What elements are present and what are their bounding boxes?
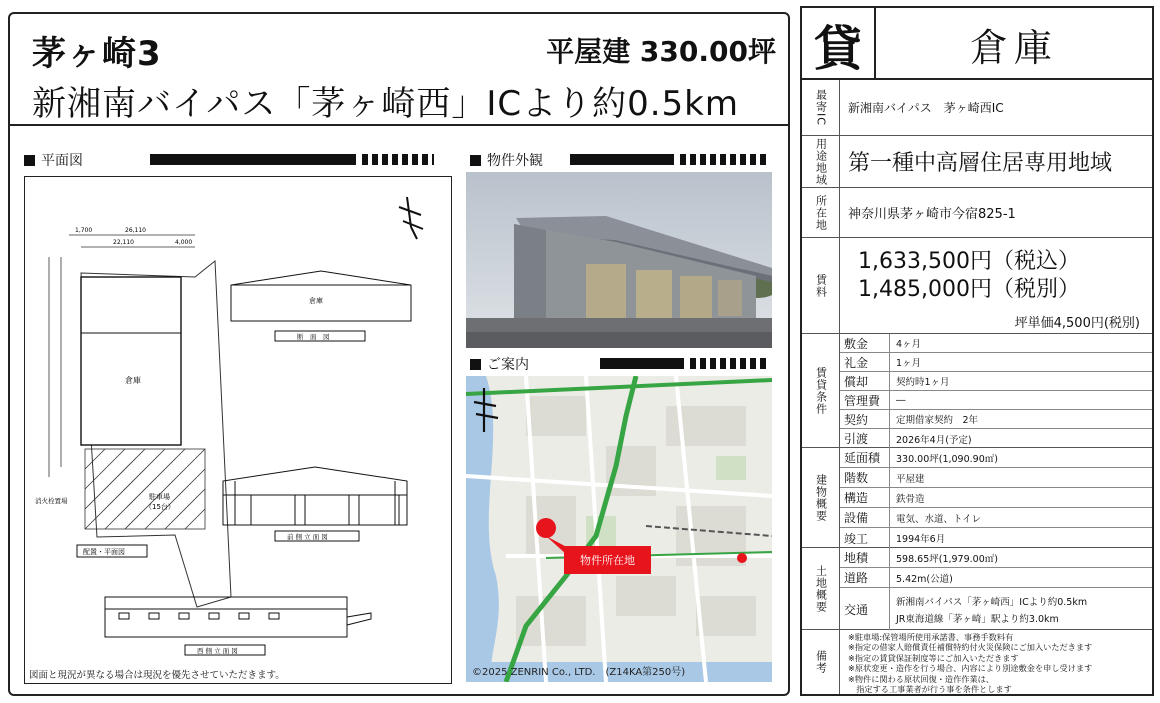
map-svg xyxy=(466,376,772,682)
plan-section-title: 平面図 xyxy=(41,153,83,169)
lease-item xyxy=(840,410,1152,429)
zoning-label: 用途地域 xyxy=(802,136,840,187)
svg-text:1,700: 1,700 xyxy=(75,227,93,234)
lease-item xyxy=(840,372,1152,391)
svg-text:26,110: 26,110 xyxy=(125,227,146,234)
rent-excl-tax: 1,485,000円（税別） xyxy=(858,277,1080,302)
remarks-label: 備考 xyxy=(802,630,840,694)
section-bar xyxy=(150,154,356,165)
remark-line: ※駐車場:保管場所使用承諾書、事務手数料有 xyxy=(848,632,1014,642)
location-tag: 物件所在地 xyxy=(564,546,651,574)
row-address xyxy=(802,188,1152,238)
building-value: 平屋建 xyxy=(896,473,925,485)
lease-key: 契約 xyxy=(840,410,890,428)
map-copyright: ©2025 ZENRIN Co., LTD. (Z14KA第250号) xyxy=(472,667,686,678)
building-value: 1994年6月 xyxy=(896,534,946,545)
lease-key: 敷金 xyxy=(840,334,890,352)
rent-incl-tax: 1,633,500円（税込） xyxy=(858,249,1080,274)
building-item xyxy=(840,468,1152,488)
property-flyer xyxy=(8,12,790,696)
land-key: 道路 xyxy=(840,568,890,587)
building-key: 設備 xyxy=(840,508,890,527)
front-view-caption: 前 側 立 面 図 xyxy=(287,533,328,541)
building-key: 延面積 xyxy=(840,448,890,467)
map-section-title: ご案内 xyxy=(487,357,529,373)
lease-key: 礼金 xyxy=(840,353,890,371)
building-value: 330.00坪(1,090.90㎡) xyxy=(896,453,998,465)
lease-value: 1ヶ月 xyxy=(896,358,922,369)
building-item xyxy=(840,508,1152,528)
square-bullet-icon xyxy=(470,359,481,370)
location-pin-icon xyxy=(536,518,556,538)
building-item xyxy=(840,528,1152,548)
exterior-photo xyxy=(466,172,772,348)
section-bar xyxy=(570,154,674,165)
transport-item xyxy=(840,588,1152,630)
property-spec-sheet xyxy=(800,6,1154,696)
section-bar xyxy=(600,358,684,369)
rent-label: 賃料 xyxy=(802,238,840,333)
parking-label: 駐車場 xyxy=(149,493,170,501)
row-zoning xyxy=(802,136,1152,188)
row-rent xyxy=(802,238,1152,334)
lease-value: 契約時1ヶ月 xyxy=(896,377,950,388)
land-value: 5.42m(公道) xyxy=(896,573,953,585)
building-item xyxy=(840,488,1152,508)
square-bullet-icon xyxy=(470,155,481,166)
plan-disclaimer: 図面と現況が異なる場合は現況を優先させていただきます。 xyxy=(29,670,285,681)
site-plan-caption: 配置・平面図 xyxy=(83,548,125,556)
lease-item xyxy=(840,334,1152,353)
photo-section-label xyxy=(470,150,543,170)
section-warehouse-label: 倉庫 xyxy=(309,297,323,305)
map-section-label xyxy=(470,354,529,374)
unit-price: 坪単価4,500円(税別) xyxy=(1014,316,1140,331)
transport-key: 交通 xyxy=(840,588,890,630)
remarks-body xyxy=(840,630,1152,694)
flyer-header xyxy=(10,14,788,124)
building-value: 鉄骨造 xyxy=(896,493,925,505)
floor-plan-svg xyxy=(25,177,451,667)
property-name: 茅ヶ崎3 xyxy=(32,34,162,74)
photo-section-title: 物件外観 xyxy=(487,153,543,169)
side-view-caption: 西 側 立 面 図 xyxy=(197,647,238,655)
section-bar-dashed xyxy=(690,358,768,369)
remark-line: ※指定の賃貸保証制度等にご加入いただきます xyxy=(848,652,1019,663)
lease-value: 2026年4月(予定) xyxy=(896,434,972,446)
lease-key: 引渡 xyxy=(840,429,890,448)
fire-hydrant-label: 消火栓置場 xyxy=(35,497,68,505)
header-divider xyxy=(10,124,788,126)
remark-line: 指定する工事業者が行う事を条件とします xyxy=(848,684,1012,695)
lease-value: 4ヶ月 xyxy=(896,339,922,350)
floor-plan-drawing xyxy=(24,176,452,684)
parking-count: （15台） xyxy=(145,503,175,511)
warehouse-label: 倉庫 xyxy=(125,376,141,385)
shutter xyxy=(586,264,626,318)
location-map xyxy=(466,376,772,682)
land-item xyxy=(840,568,1152,588)
remark-line: ※物件に関わる原状回復・造作作業は、 xyxy=(848,673,995,684)
transport-line: JR東海道線「茅ヶ崎」駅より約3.0km xyxy=(896,613,1059,625)
building-key: 竣工 xyxy=(840,528,890,548)
transport-values xyxy=(896,588,1087,630)
section-view-caption: 断 面 図 xyxy=(297,333,330,341)
lease-label: 賃貸条件 xyxy=(802,334,840,447)
land-key: 地積 xyxy=(840,548,890,567)
listing-category: 倉庫 xyxy=(969,25,1058,70)
access-headline: 新湘南バイパス「茅ヶ崎西」ICより約0.5km xyxy=(32,84,739,124)
building-item xyxy=(840,448,1152,468)
section-bar-dashed xyxy=(362,154,434,165)
address-value: 神奈川県茅ヶ崎市今宿825-1 xyxy=(848,207,1016,222)
nearest-ic-value: 新湘南バイパス 茅ヶ崎西IC xyxy=(848,101,1004,115)
nearest-ic-label: 最寄IC xyxy=(802,80,840,135)
lease-item xyxy=(840,353,1152,372)
plan-section-label xyxy=(24,150,83,170)
section-bar-dashed xyxy=(680,154,768,165)
address-label: 所在地 xyxy=(802,188,840,237)
remark-line: ※原状変更・造作を行う場合、内容により別途敷金を申し受けます xyxy=(848,663,1093,674)
lease-item xyxy=(840,429,1152,448)
land-item xyxy=(840,548,1152,568)
building-value: 電気、水道、トイレ xyxy=(896,513,982,525)
row-nearest-ic xyxy=(802,80,1152,136)
land-label: 土地概要 xyxy=(802,548,840,629)
lease-value: 定期借家契約 2年 xyxy=(896,415,979,426)
rent-body xyxy=(840,238,1152,333)
listing-type: 貸 xyxy=(802,8,876,80)
row-remarks xyxy=(802,630,1152,694)
svg-text:4,000: 4,000 xyxy=(175,239,193,246)
svg-text:22,110: 22,110 xyxy=(113,239,134,246)
lease-item xyxy=(840,391,1152,410)
north-arrow-icon xyxy=(399,197,423,239)
transport-line: 新湘南バイパス「茅ヶ崎西」ICより約0.5km xyxy=(896,596,1088,608)
lease-key: 償却 xyxy=(840,372,890,390)
property-size: 平屋建 330.00坪 xyxy=(546,35,776,68)
square-bullet-icon xyxy=(24,155,35,166)
exterior-photo-svg xyxy=(466,172,772,348)
building-key: 構造 xyxy=(840,488,890,507)
zoning-value: 第一種中高層住居専用地域 xyxy=(848,151,1113,176)
land-value: 598.65坪(1,979.00㎡) xyxy=(896,553,998,565)
remark-line: ※指定の借家人賠償責任補償特約付火災保険にご加入いただきます xyxy=(848,642,1093,653)
lease-key: 管理費 xyxy=(840,391,890,409)
spec-header xyxy=(802,8,1152,80)
building-label: 建物概要 xyxy=(802,448,840,547)
building-key: 階数 xyxy=(840,468,890,487)
lease-value: ― xyxy=(896,394,906,406)
